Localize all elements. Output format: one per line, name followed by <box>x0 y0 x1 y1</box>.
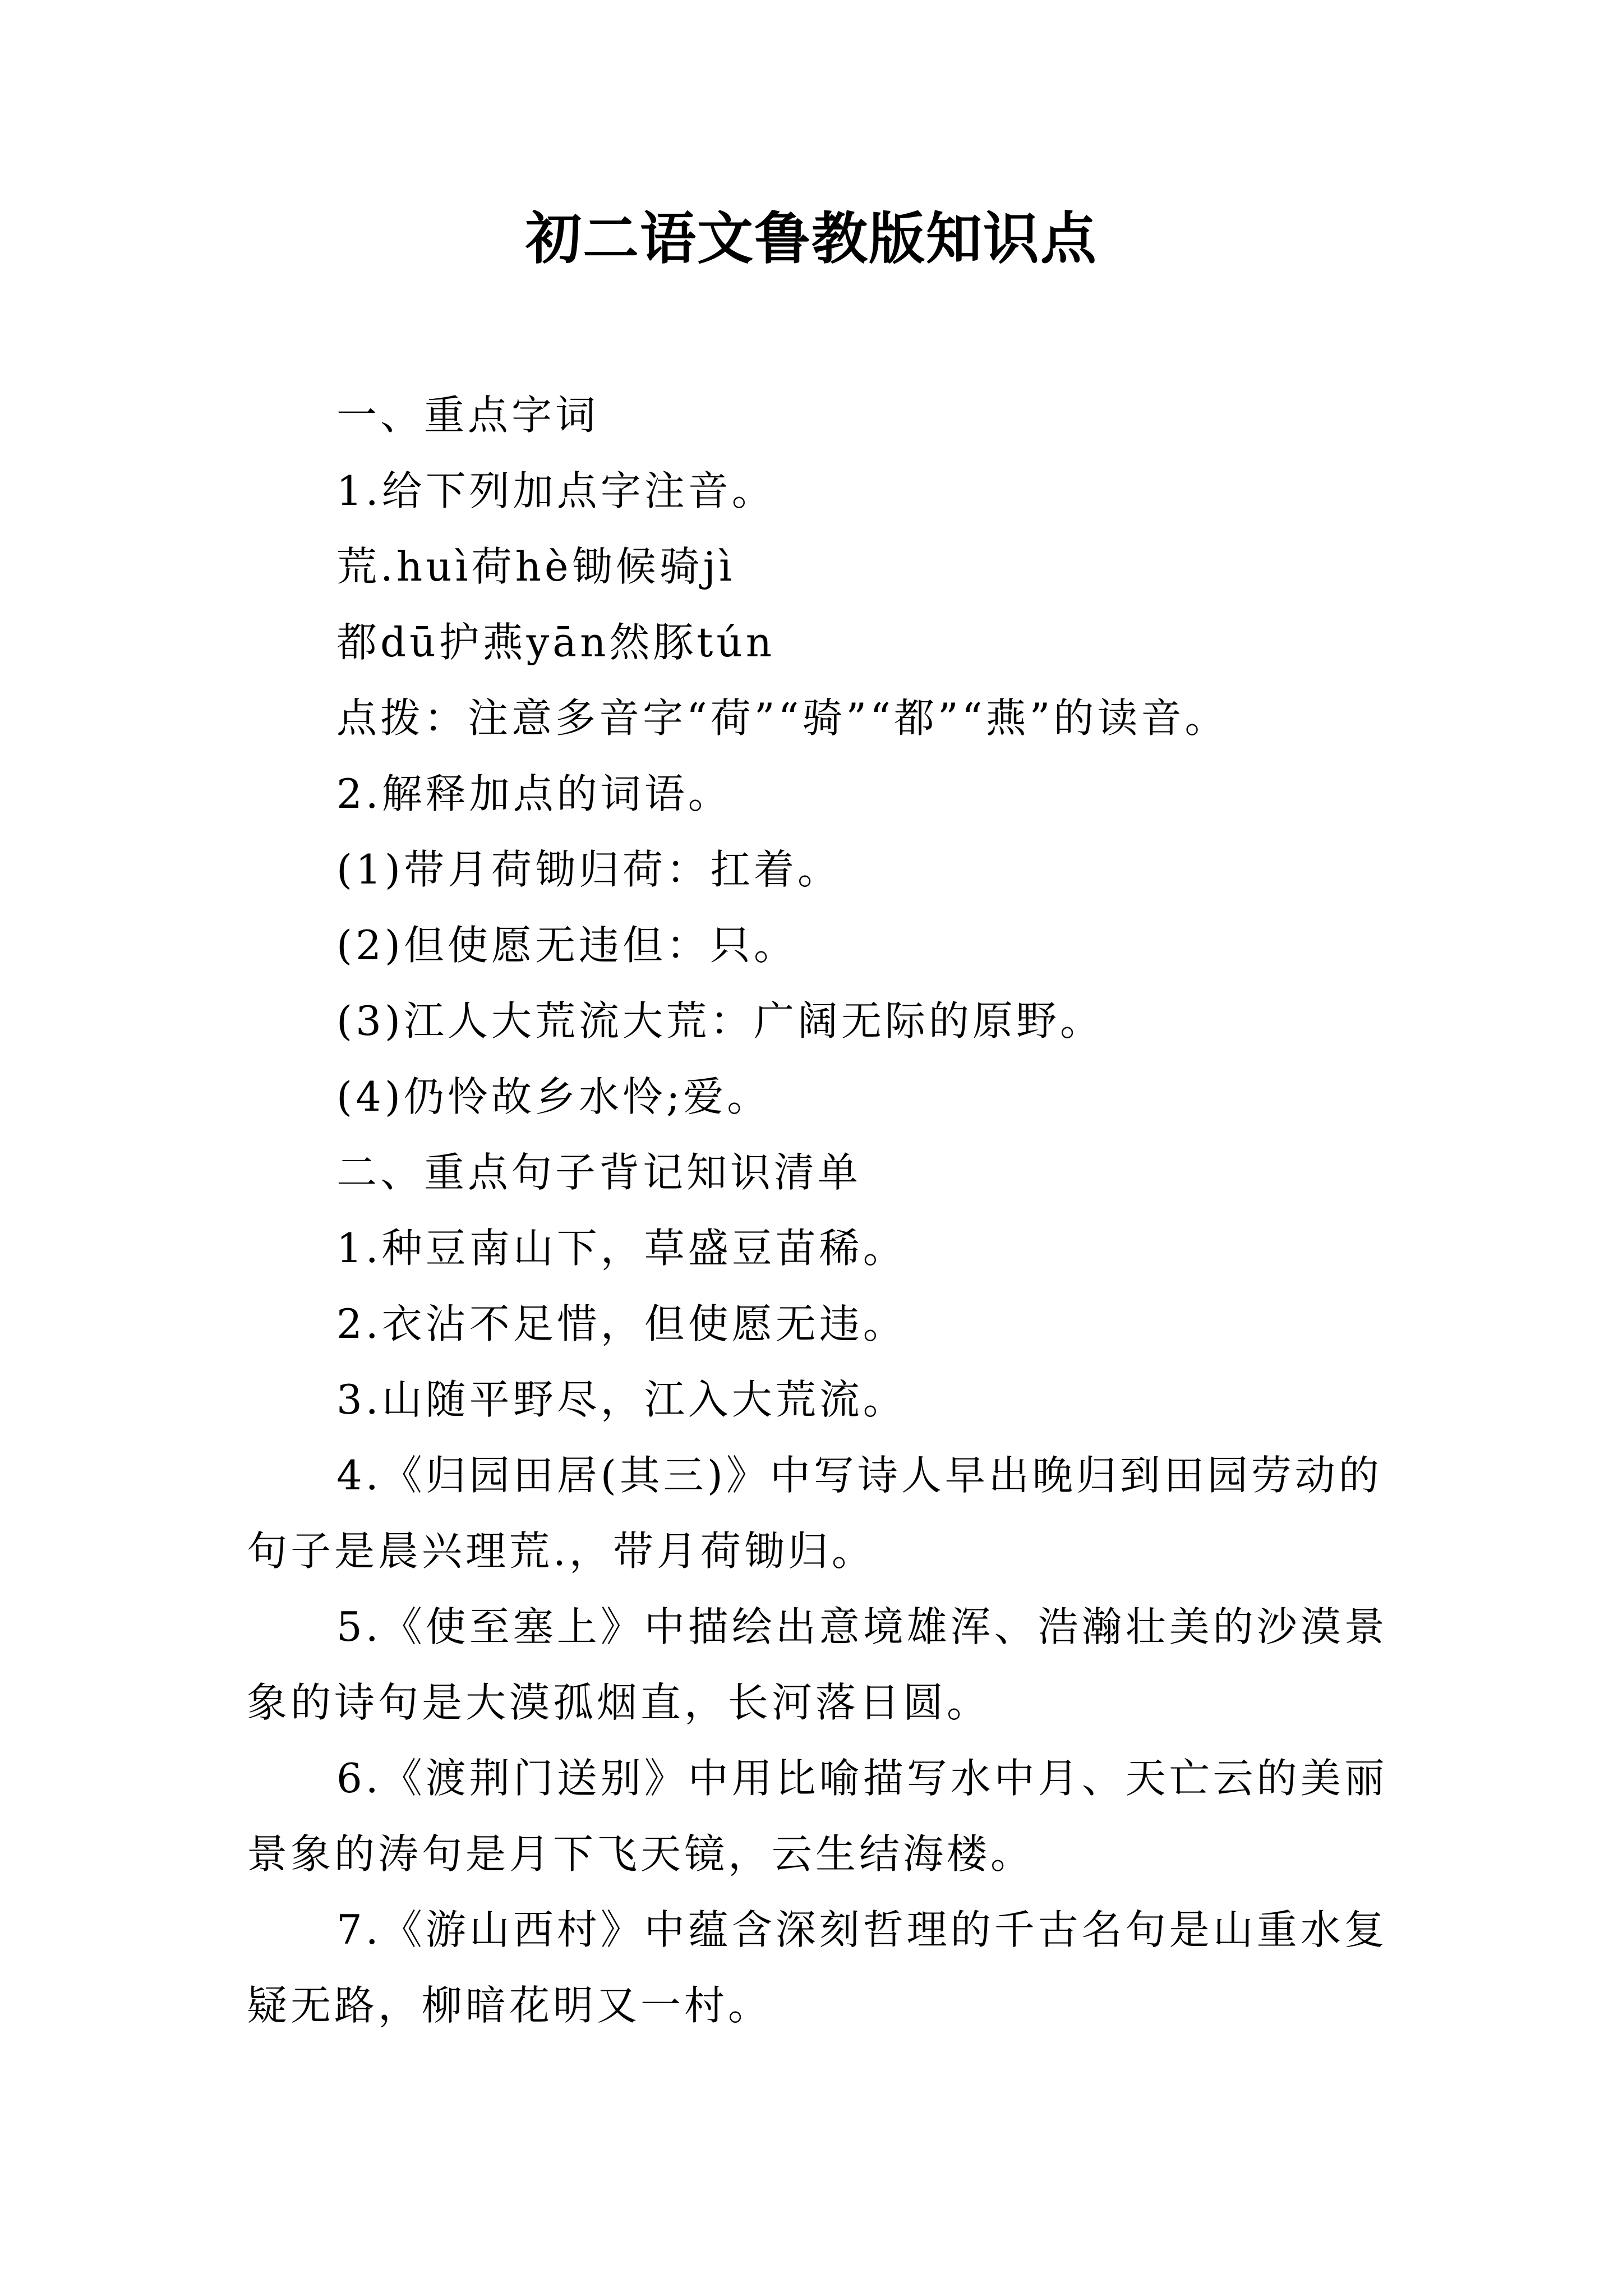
question-2-heading: 2.解释加点的词语。 <box>336 770 732 817</box>
hint-line: 点拨：注意多音字“荷”“骑”“都”“燕”的读音。 <box>336 694 1229 742</box>
sentence-item-4-line-1: 4.《归园田居(其三)》中写诗人早出晚归到田园劳动的 <box>336 1452 1382 1499</box>
sentence-item-6-line-1: 6.《渡荆门送别》中用比喻描写水中月、天亡云的美丽 <box>336 1755 1388 1802</box>
sentence-item-5-line-1: 5.《使至塞上》中描绘出意境雄浑、浩瀚壮美的沙漠景 <box>336 1603 1388 1650</box>
sentence-item-6-line-2: 景象的涛句是月下飞天镜，云生结海楼。 <box>247 1830 1035 1878</box>
pinyin-line-2: 都dū护燕yān然豚tún <box>336 619 776 666</box>
sentence-item-5-line-2: 象的诗句是大漠孤烟直，长河落日圆。 <box>247 1679 991 1726</box>
sentence-item-1: 1.种豆南山下，草盛豆苗稀。 <box>336 1225 907 1272</box>
document-title: 初二语文鲁教版知识点 <box>525 205 1098 272</box>
explanation-item-1: (1)带月荷锄归荷：扛着。 <box>336 846 841 893</box>
section-heading-key-sentences: 二、重点句子背记知识清单 <box>336 1149 862 1196</box>
explanation-item-3: (3)江人大荒流大荒：广阔无际的原野。 <box>336 997 1104 1045</box>
pinyin-line-1: 荒.huì荷hè锄候骑jì <box>336 543 735 590</box>
question-1-heading: 1.给下列加点字注音。 <box>336 467 776 514</box>
sentence-item-4-line-2: 句子是晨兴理荒.，带月荷锄归。 <box>247 1527 875 1575</box>
explanation-item-2: (2)但使愿无违但：只。 <box>336 922 797 969</box>
sentence-item-7-line-2: 疑无路，柳暗花明又一村。 <box>247 1982 772 2029</box>
sentence-item-7-line-1: 7.《游山西村》中蕴含深刻哲理的千古名句是山重水复 <box>336 1906 1388 1953</box>
explanation-item-4: (4)仍怜故乡水怜;爱。 <box>336 1073 771 1120</box>
sentence-item-3: 3.山随平野尽，江入大荒流。 <box>336 1376 907 1423</box>
sentence-item-2: 2.衣沾不足惜，但使愿无违。 <box>336 1300 907 1347</box>
section-heading-key-words: 一、重点字词 <box>336 392 600 439</box>
